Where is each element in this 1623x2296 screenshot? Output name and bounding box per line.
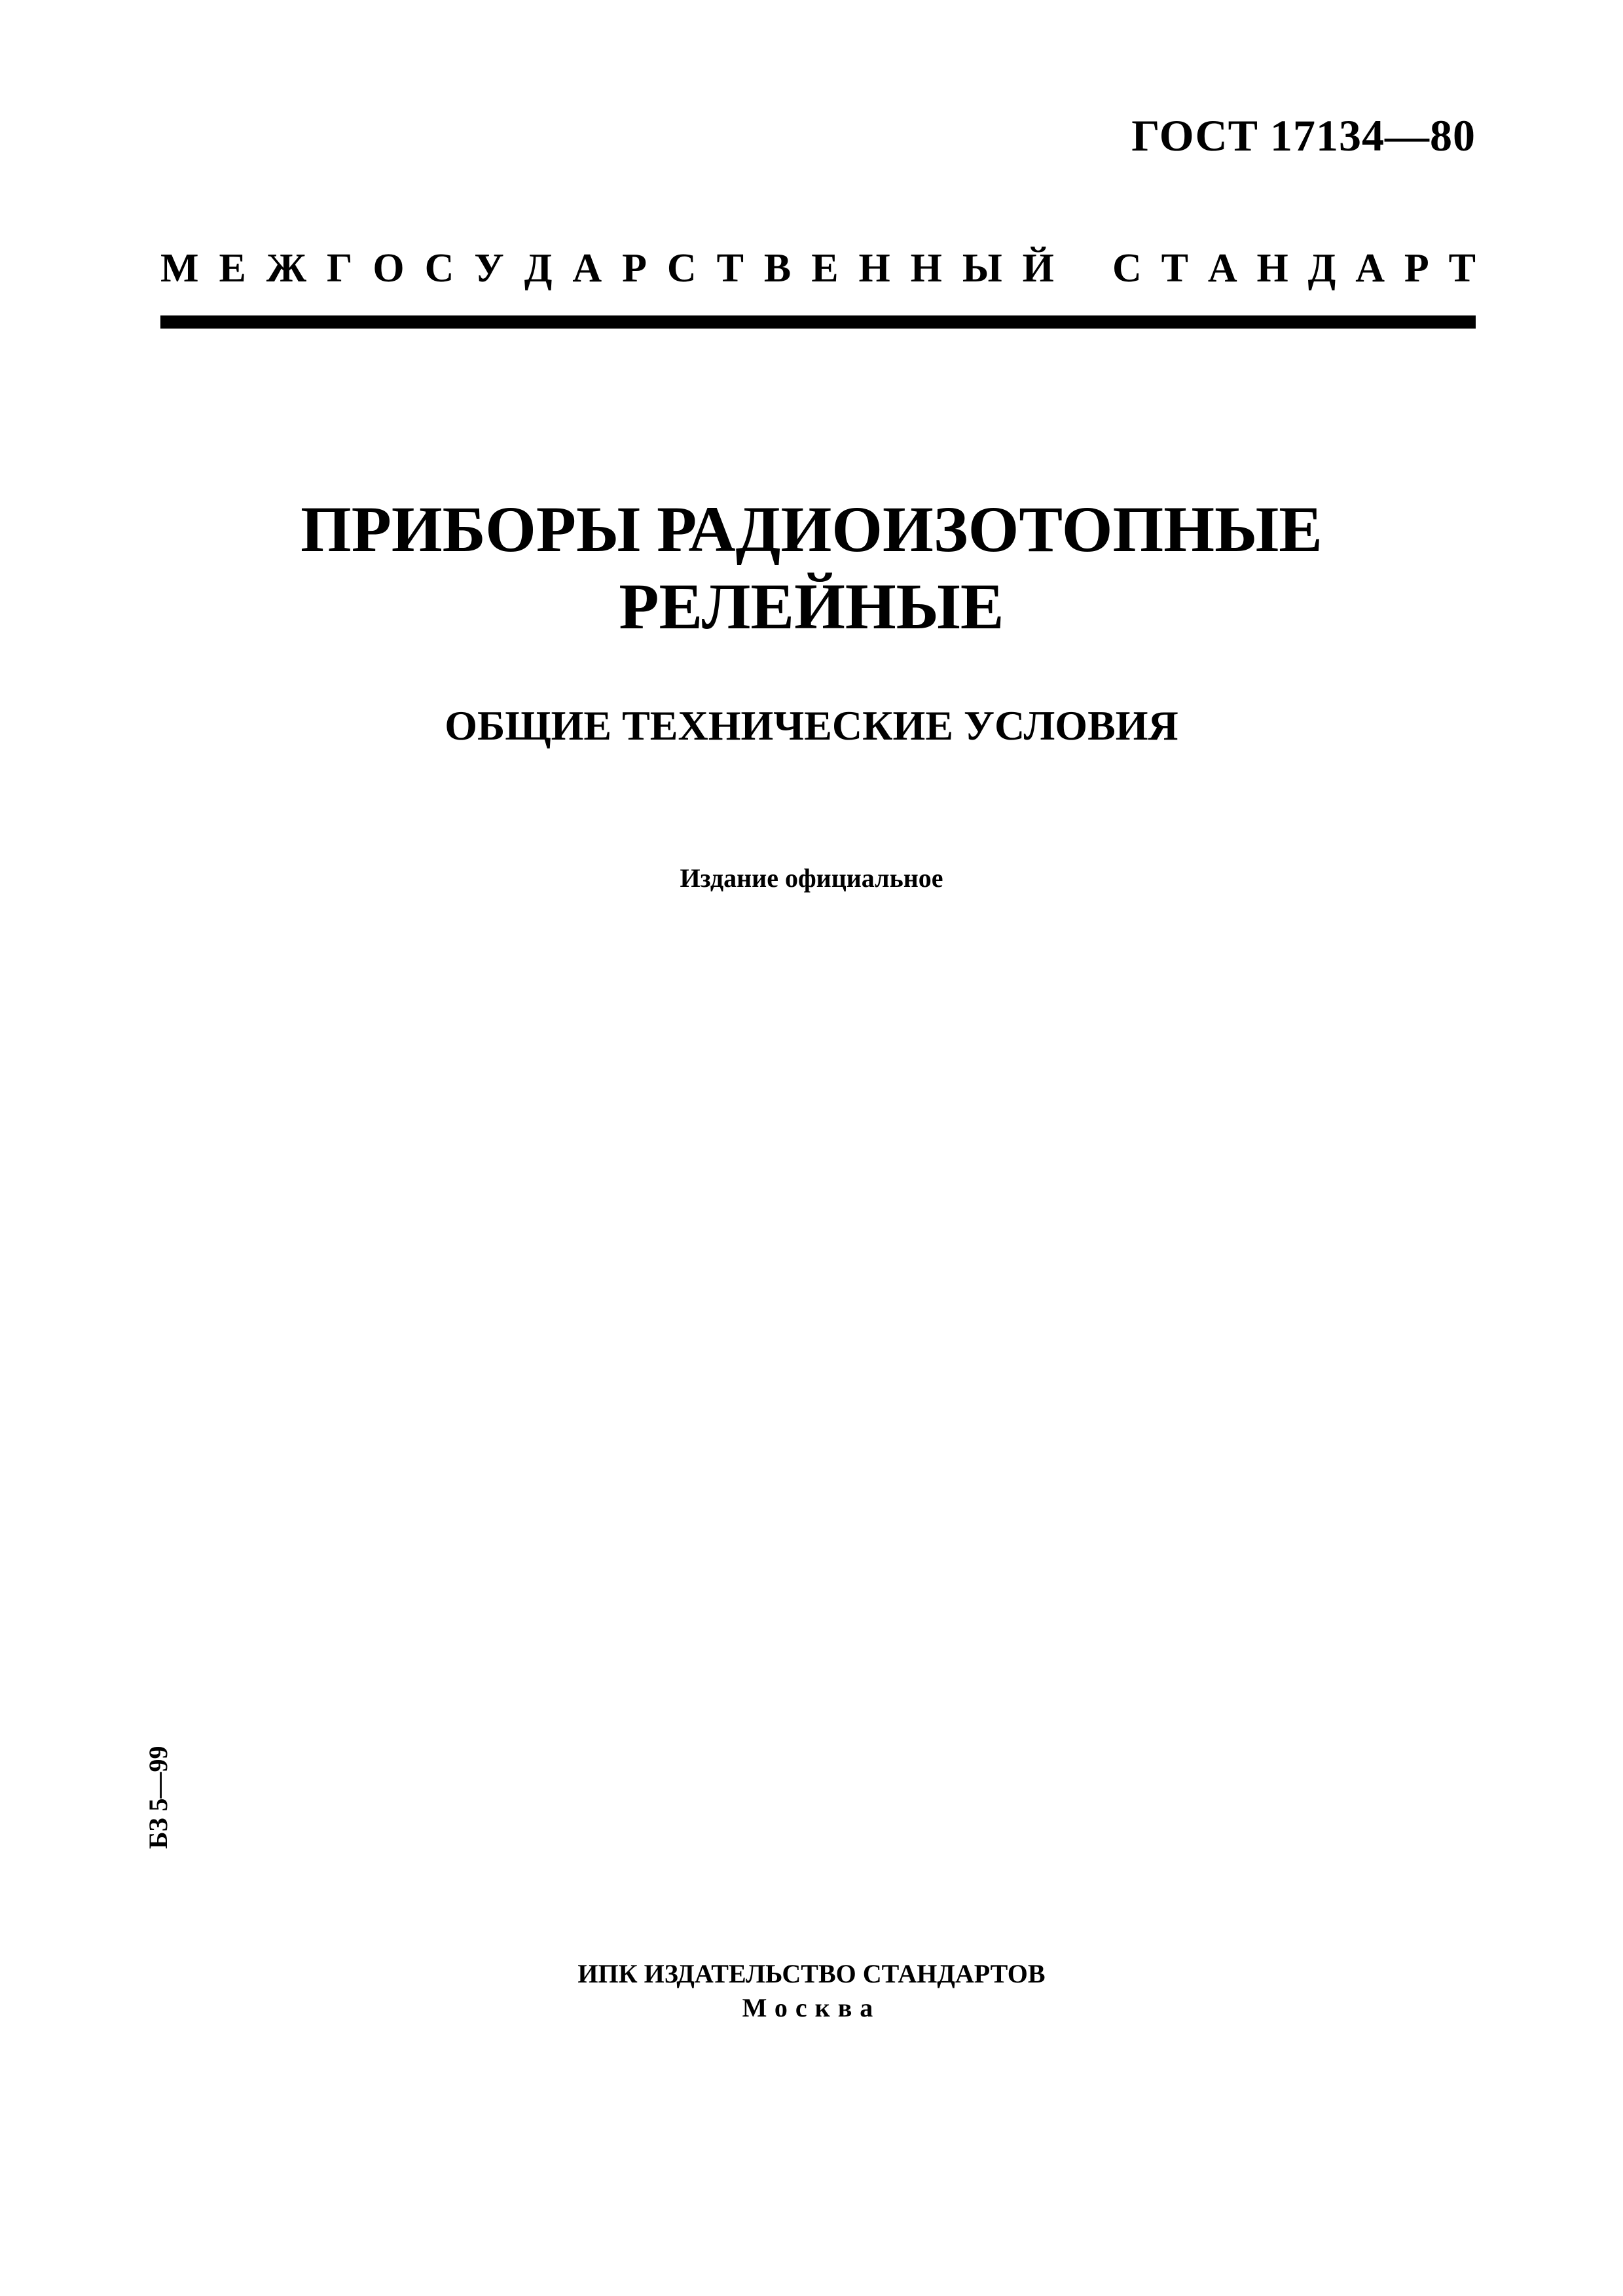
header-letter: Е — [811, 245, 839, 291]
header-letter: С — [666, 245, 697, 291]
header-letter: Е — [219, 245, 246, 291]
header-letter: Р — [622, 245, 647, 291]
header-letter: С — [424, 245, 454, 291]
header-letter: В — [763, 245, 792, 291]
header-letter: Р — [1404, 245, 1429, 291]
title-line-2: РЕЛЕЙНЫЕ — [619, 570, 1004, 643]
header-letter: О — [373, 245, 405, 291]
publisher-block — [0, 1957, 1623, 2025]
header-letter: С — [1112, 245, 1142, 291]
side-catalog-code: БЗ 5—99 — [143, 1746, 173, 1849]
header-letter: Г — [327, 245, 353, 291]
header-letter: М — [160, 245, 199, 291]
header-letter: Д — [1307, 245, 1336, 291]
header-letter: Н — [858, 245, 890, 291]
title-line-1: ПРИБОРЫ РАДИОИЗОТОПНЫЕ — [301, 493, 1322, 565]
publisher-name: ИПК ИЗДАТЕЛЬСТВО СТАНДАРТОВ — [577, 1959, 1046, 1988]
standard-type-header — [160, 242, 1476, 295]
header-letter: Н — [1256, 245, 1288, 291]
header-letter: Т — [1448, 245, 1476, 291]
edition-note: Издание официальное — [680, 863, 943, 893]
header-letter: Т — [716, 245, 744, 291]
header-letter: Ы — [962, 245, 1002, 291]
standard-type-word-interstate — [160, 245, 1054, 292]
header-letter: А — [572, 245, 602, 291]
document-title — [0, 491, 1623, 645]
header-letter: А — [1355, 245, 1385, 291]
standard-type-word-standard — [1112, 245, 1476, 292]
header-letter: Д — [524, 245, 553, 291]
document-number: ГОСТ 17134—80 — [1131, 111, 1476, 160]
header-letter: Й — [1022, 245, 1054, 291]
header-letter: Т — [1161, 245, 1189, 291]
header-divider — [160, 315, 1476, 329]
header-letter: А — [1207, 245, 1237, 291]
publisher-city: Москва — [742, 1993, 881, 2022]
document-subtitle: ОБЩИЕ ТЕХНИЧЕСКИЕ УСЛОВИЯ — [445, 702, 1178, 749]
header-letter: Ж — [266, 245, 307, 291]
header-letter: У — [474, 245, 504, 291]
header-letter: Н — [910, 245, 942, 291]
